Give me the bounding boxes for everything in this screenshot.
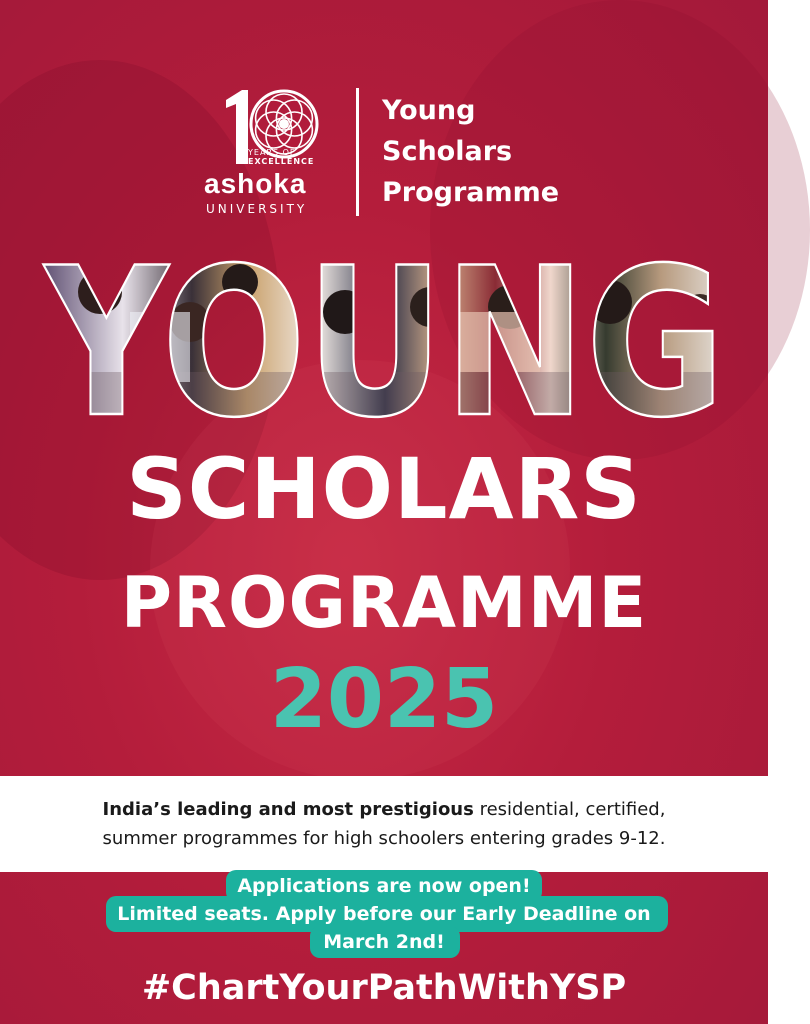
description-line2: summer programmes for high schoolers entering grades 9-12. [102,828,666,849]
cta-text [0,870,768,956]
description-bold: India’s leading and most prestigious [102,799,474,820]
young-heading-text: YOUNG [43,225,725,463]
young-photo-heading [40,225,730,463]
hashtag: #ChartYourPathWithYSP [141,968,627,1008]
description-band [0,776,768,872]
logo-brand-text: ashoka [204,168,307,199]
cta-banner [0,870,768,960]
header-line: Young [382,95,476,126]
ashoka-logo [200,86,330,218]
header-divider [356,88,359,216]
header-line: Programme [382,177,560,208]
programme-heading: PROGRAMME [120,562,648,644]
header-line: Scholars [382,136,513,167]
scholars-heading: SCHOLARS [126,440,642,538]
cta-line: March 2nd! [323,931,445,953]
cta-line: Applications are now open! [237,875,531,897]
description-line1-rest: residential, certified, [473,799,666,820]
cta-line: Limited seats. Apply before our Early Deadline on [117,903,651,925]
logo-university-text: UNIVERSITY [206,202,308,216]
logo-years-text: YEARS OF EXCELLENCE [248,148,315,166]
description-text [103,795,666,853]
year-heading: 2025 [269,652,499,747]
header-program-title [382,90,559,213]
